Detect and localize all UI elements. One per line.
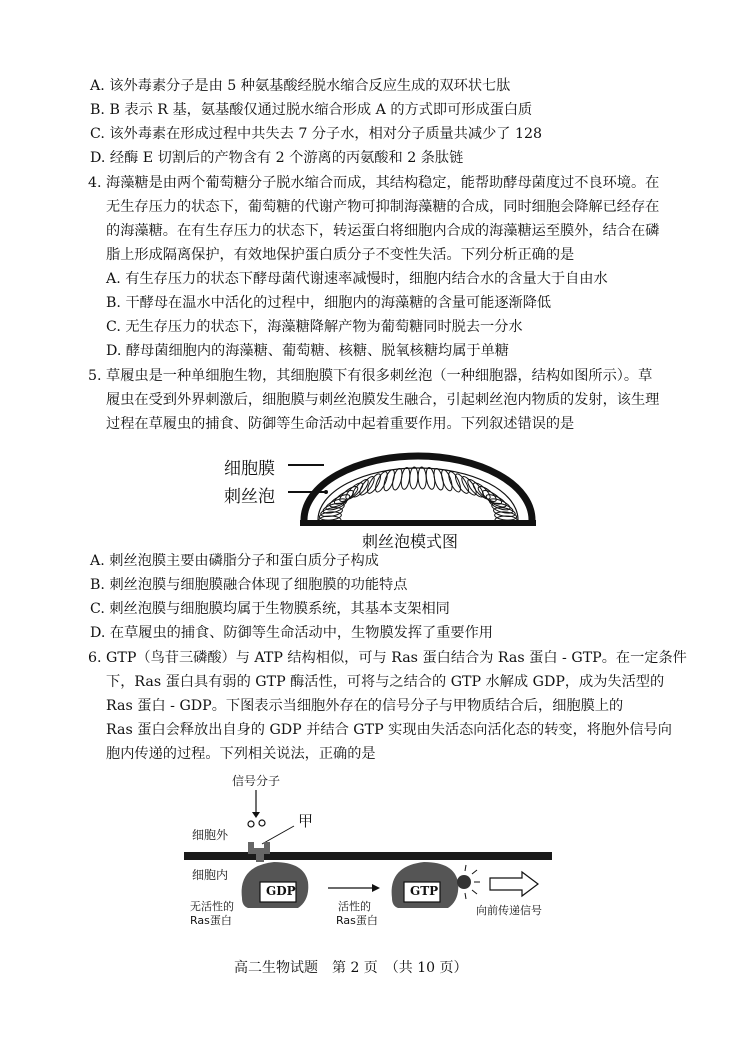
label-forward-signal: 向前传递信号 <box>476 904 542 917</box>
q3-option-a: A. 该外毒素分子是由 5 种氨基酸经脱水缩合反应生成的双环状七肽 <box>90 78 511 94</box>
coil-spiral <box>319 467 517 524</box>
label-active-1: 活性的 <box>338 900 371 913</box>
cell-membrane-bar <box>184 852 552 860</box>
label-gdp: GDP <box>266 884 296 898</box>
signal-molecule <box>248 821 254 827</box>
coil-loop <box>418 467 427 489</box>
activation-arrow-head <box>372 884 380 892</box>
q3-option-d: D. 经酶 E 切割后的产物含有 2 个游离的丙氨酸和 2 条肽链 <box>90 150 464 166</box>
label-gtp: GTP <box>410 884 439 898</box>
label-outside-cell: 细胞外 <box>192 828 229 842</box>
forward-signal-arrow <box>490 872 538 896</box>
label-signal-molecule: 信号分子 <box>232 774 281 788</box>
q4-option-c: C. 无生存压力的状态下，海藻糖降解产物为葡萄糖同时脱去一分水 <box>106 319 523 335</box>
q4-stem-line: 4. 海藻糖是由两个葡萄糖分子脱水缩合而成，其结构稳定，能帮助酵母菌度过不良环境。在 <box>88 175 660 191</box>
label-inactive-1: 无活性的 <box>190 900 234 913</box>
q4-stem-line: 的海藻糖。在有生存压力的状态下，转运蛋白将细胞内合成的海藻糖运至膜外，结合在磷 <box>106 223 660 239</box>
q6-stem-line: 6. GTP（鸟苷三磷酸）与 ATP 结构相似，可与 Ras 蛋白结合为 Ras 蛋白 - GTP。在一定条件 <box>88 650 687 666</box>
label-jia: 甲 <box>298 812 314 830</box>
jia-leader <box>262 826 294 844</box>
signal-molecule <box>259 820 265 826</box>
q4-option-b: B. 干酵母在温水中活化的过程中，细胞内的海藻糖的含量可能逐渐降低 <box>106 295 552 311</box>
trichocyst-figure <box>218 442 538 552</box>
q5-option-a: A. 刺丝泡膜主要由磷脂分子和蛋白质分子构成 <box>90 553 379 569</box>
leader-dot <box>324 490 328 494</box>
q5-stem-line: 履虫在受到外界刺激后，细胞膜与刺丝泡膜发生融合，引起刺丝泡内物质的发射，该生理 <box>106 392 660 408</box>
activation-burst <box>457 875 471 889</box>
label-inside-cell: 细胞内 <box>192 868 229 882</box>
q3-option-b: B. B 表示 R 基，氨基酸仅通过脱水缩合形成 A 的方式即可形成蛋白质 <box>90 102 533 118</box>
figure-caption: 刺丝泡模式图 <box>362 532 459 551</box>
q4-stem-line: 脂上形成隔离保护，有效地保护蛋白质分子不变性失活。下列分析正确的是 <box>106 247 575 263</box>
q4-option-d: D. 酵母菌细胞内的海藻糖、葡萄糖、核糖、脱氧核糖均属于单糖 <box>106 343 509 359</box>
q6-stem-line: Ras 蛋白会释放出自身的 GDP 并结合 GTP 实现由失活态向活化态的转变，将胞外信号向 <box>106 722 672 738</box>
q6-stem-line: 胞内传递的过程。下列相关说法，正确的是 <box>106 746 376 762</box>
q5-stem-line: 过程在草履虫的捕食、防御等生命活动中起着重要作用。下列叙述错误的是 <box>106 416 575 432</box>
label-active-2: Ras蛋白 <box>336 914 378 927</box>
q4-stem-line: 无生存压力的状态下，葡萄糖的代谢产物可抑制海藻糖的合成，同时细胞会降解已经存在 <box>106 199 660 215</box>
q5-stem-line: 5. 草履虫是一种单细胞生物，其细胞膜下有很多刺丝泡（一种细胞器，结构如图所示）。草 <box>88 368 653 384</box>
q5-option-d: D. 在草履虫的捕食、防御等生命活动中，生物膜发挥了重要作用 <box>90 625 493 641</box>
label-cell-membrane: 细胞膜 <box>224 459 275 479</box>
coil-loop <box>409 467 418 489</box>
q3-option-c: C. 该外毒素在形成过程中共失去 7 分子水，相对分子质量共减少了 128 <box>90 126 543 142</box>
label-trichocyst: 刺丝泡 <box>224 487 275 507</box>
q4-option-a: A. 有生存压力的状态下酵母菌代谢速率减慢时，细胞内结合水的含量大于自由水 <box>106 271 608 287</box>
page-footer: 高二生物试题 第 2 页 （共 10 页） <box>234 960 468 976</box>
q6-stem-line: 下，Ras 蛋白具有弱的 GTP 酶活性，可将与之结合的 GTP 水解成 GDP，成为失活型的 <box>106 674 665 690</box>
q5-option-b: B. 刺丝泡膜与细胞膜融合体现了细胞膜的功能特点 <box>90 577 408 593</box>
ras-signaling-figure <box>178 770 558 930</box>
signal-arrow-head <box>252 812 260 818</box>
q6-stem-line: Ras 蛋白 - GDP。下图表示当细胞外存在的信号分子与甲物质结合后，细胞膜上的 <box>106 698 624 714</box>
q5-option-c: C. 刺丝泡膜与细胞膜均属于生物膜系统，其基本支架相同 <box>90 601 450 617</box>
label-inactive-2: Ras蛋白 <box>190 914 232 927</box>
